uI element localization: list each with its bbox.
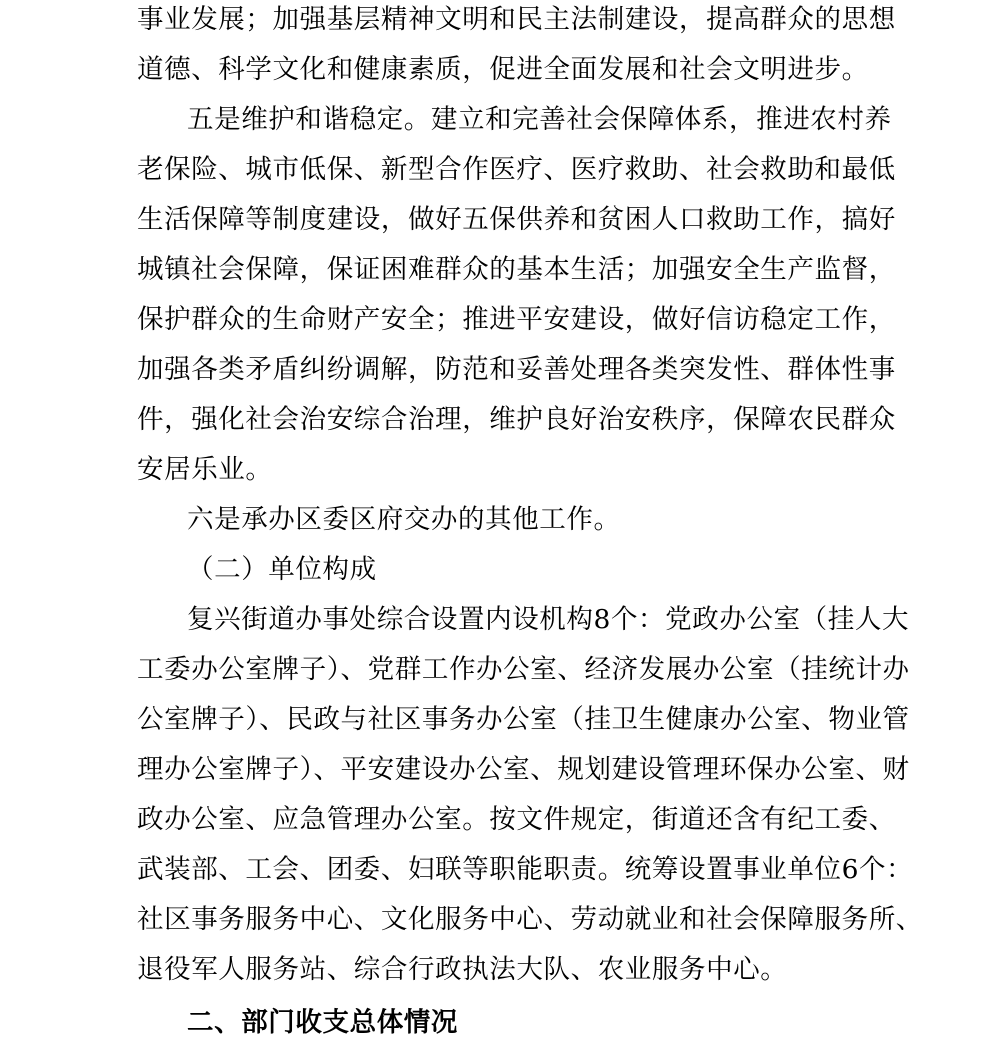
paragraph-line: 六是承办区委区府交办的其他工作。 (187, 504, 621, 535)
paragraph-line: 生活保障等制度建设，做好五保供养和贫困人口救助工作，搞好 (137, 204, 896, 235)
paragraph-line: 公室牌子）、民政与社区事务办公室（挂卫生健康办公室、物业管 (137, 704, 910, 735)
paragraph-line: 老保险、城市低保、新型合作医疗、医疗救助、社会救助和最低 (137, 154, 896, 185)
paragraph-line: 城镇社会保障，保证困难群众的基本生活；加强安全生产监督， (137, 254, 896, 285)
paragraph-line: 事业发展；加强基层精神文明和民主法制建设，提高群众的思想 (137, 4, 896, 35)
paragraph-line: 加强各类矛盾纠纷调解，防范和妥善处理各类突发性、群体性事 (137, 354, 896, 385)
paragraph-line: 五是维护和谐稳定。建立和完善社会保障体系，推进农村养 (187, 104, 892, 135)
paragraph-line: 保护群众的生命财产安全；推进平安建设，做好信访稳定工作， (137, 304, 896, 335)
paragraph-line: 道德、科学文化和健康素质，促进全面发展和社会文明进步。 (137, 54, 869, 85)
paragraph-line: 政办公室、应急管理办公室。按文件规定，街道还含有纪工委、 (137, 804, 896, 835)
paragraph-line: 件，强化社会治安综合治理，维护良好治安秩序，保障农民群众 (137, 404, 896, 435)
paragraph-line: 武装部、工会、团委、妇联等职能职责。统筹设置事业单位6个： (137, 854, 914, 885)
paragraph-line: 复兴街道办事处综合设置内设机构8个：党政办公室（挂人大 (187, 604, 910, 635)
paragraph-line: 工委办公室牌子）、党群工作办公室、经济发展办公室（挂统计办 (137, 654, 910, 685)
paragraph-line: 安居乐业。 (137, 454, 273, 485)
section-subheading: （二）单位构成 (187, 554, 377, 585)
paragraph-line: 理办公室牌子）、平安建设办公室、规划建设管理环保办公室、财 (137, 754, 910, 785)
paragraph-line: 退役军人服务站、综合行政执法大队、农业服务中心。 (137, 954, 788, 985)
paragraph-line: 社区事务服务中心、文化服务中心、劳动就业和社会保障服务所、 (137, 904, 923, 935)
section-heading: 二、部门收支总体情况 (187, 1007, 458, 1038)
